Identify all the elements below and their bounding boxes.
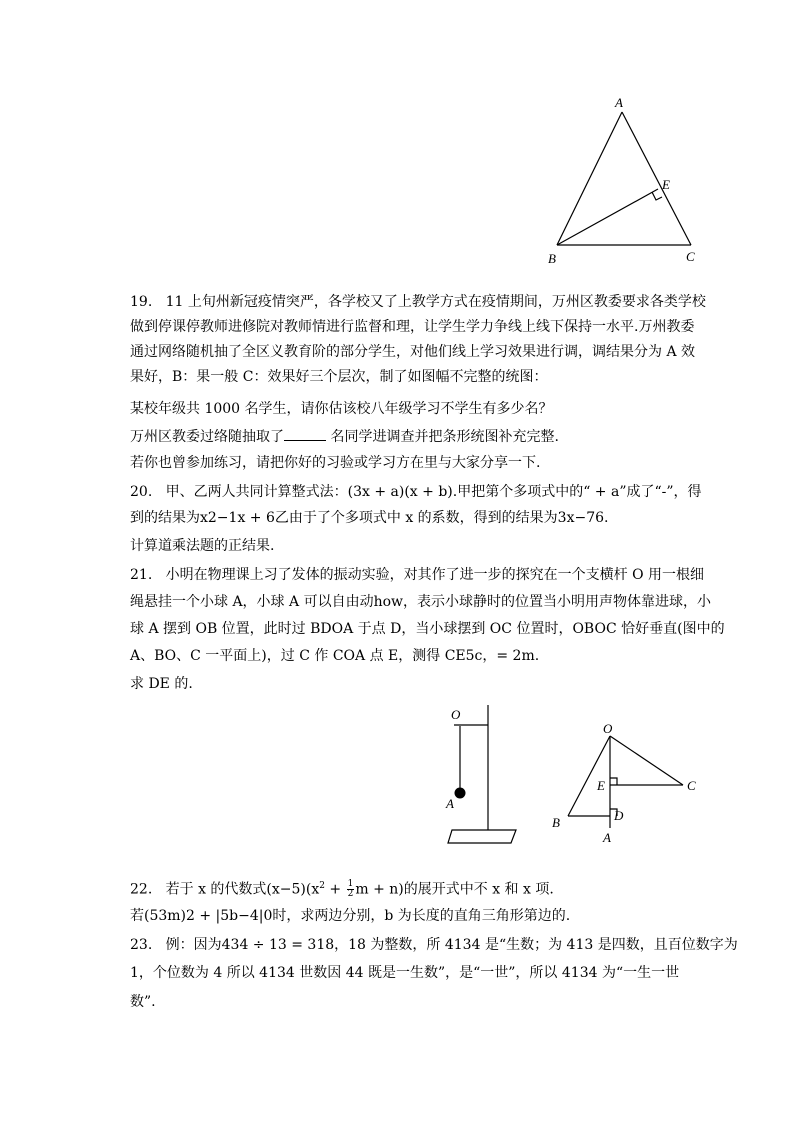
q19-sub2-before: 万州区教委过络随抽取了	[130, 429, 284, 445]
q19-blank[interactable]	[284, 426, 326, 441]
q19-line3: 通过网络随机抽了全区义教育阶的部分学生，对他们线上学习效果进行调，调结果分为 A 效	[130, 344, 696, 360]
label-D: D	[614, 808, 624, 823]
pendulum-geometry-figure	[548, 722, 708, 847]
q20-number: 20.	[130, 484, 153, 500]
q20-text-1: 甲、乙两人共同计算整式法：(3x + a)(x + b).甲把第个多项式中的“ + a”成了“-”，得	[165, 484, 702, 500]
q23-text-1: 例：因为434 ÷ 13 = 318，18 为整数，所 4134 是“生数；为 413 是四数，且百位数字为	[165, 937, 738, 953]
q19-sub3: 若你也曾参加练习，请把你好的习验或学习方在里与大家分享一下.	[130, 455, 541, 471]
q21-text-1: 小明在物理课上习了发体的振动实验，对其作了进一步的探究在一个支横杆 O 用一根细	[165, 567, 705, 583]
label-C: C	[686, 249, 695, 264]
q19-line4: 果好，B：果一般 C：效果好三个层次，制了如图幅不完整的统图：	[130, 369, 548, 385]
q23-line1	[130, 935, 738, 955]
q22-text-c: m + n)的展开式中不 x 和 x 项.	[355, 881, 554, 898]
q20-line1	[130, 482, 702, 502]
q21-line1	[130, 565, 704, 585]
triangle-figure	[540, 92, 710, 272]
label-B: B	[548, 251, 556, 266]
q20-line3: 计算道乘法题的正结果.	[130, 538, 275, 554]
label-A: A	[446, 796, 454, 811]
q21-ask: 求 DE 的.	[130, 676, 193, 692]
q21-line3: 球 A 摆到 OB 位置，此时过 BDOA 于点 D，当小球摆到 OC 位置时，OBOC 恰好垂直(图中的	[130, 621, 725, 637]
q19-sub1: 某校年级共 1000 名学生，请你估该校八年级学习不学生有多少名？	[130, 401, 553, 417]
q22-number: 22.	[130, 881, 153, 898]
q19-sub2	[130, 426, 559, 447]
label-A: A	[615, 95, 623, 110]
q22-fraction	[347, 880, 355, 899]
q22-exponent: 2	[319, 881, 325, 891]
q19-line1	[130, 292, 706, 312]
q20-line2: 到的结果为x2−1x + 6乙由于了个多项式中 x 的系数，得到的结果为3x−76.	[130, 510, 609, 526]
q22-frac-den: 2	[347, 889, 354, 900]
q19-number: 19.	[130, 294, 153, 310]
q23-number: 23.	[130, 937, 153, 953]
q22-frac-num: 1	[347, 879, 354, 890]
label-A: A	[603, 830, 611, 845]
label-O: O	[603, 722, 613, 736]
q21-number: 21.	[130, 567, 153, 583]
q22-text-a: 若于 x 的代数式(x−5)(x	[165, 881, 320, 898]
q19-sub2-after: 名同学进调查并把条形统图补充完整.	[326, 429, 559, 445]
q23-line2: 1，个位数为 4 所以 4134 世数因 44 既是一生数”，是“一世”，所以 4134 为“一生一世	[130, 965, 680, 981]
q22-line1	[130, 876, 554, 900]
q23-line3: 数”.	[130, 994, 156, 1010]
pendulum-figure	[440, 700, 540, 850]
label-E: E	[597, 778, 605, 793]
label-B: B	[552, 815, 560, 830]
q19-text-1: 11 上旬州新冠疫情突严，各学校又了上教学方式在疫情期间，万州区教委要求各类学校	[165, 294, 706, 310]
q22-line2: 若(53m)2 + |5b−4|0时，求两边分别，b 为长度的直角三角形第边的.	[130, 908, 571, 924]
q21-line4: A、BO、C 一平面上)，过 C 作 COA 点 E，测得 CE5c，= 2m.	[130, 648, 540, 664]
q21-line2: 绳悬挂一个小球 A，小球 A 可以自由动how，表示小球静时的位置当小明用声物体靠进球，小	[130, 594, 711, 610]
q19-line2: 做到停课停教师进修院对教师情进行监督和理，让学生学力争线上线下保持一水平.万州教委	[130, 319, 695, 335]
label-O: O	[451, 707, 461, 722]
q22-text-b: +	[324, 881, 346, 898]
label-C: C	[687, 778, 696, 793]
label-E: E	[662, 177, 670, 192]
